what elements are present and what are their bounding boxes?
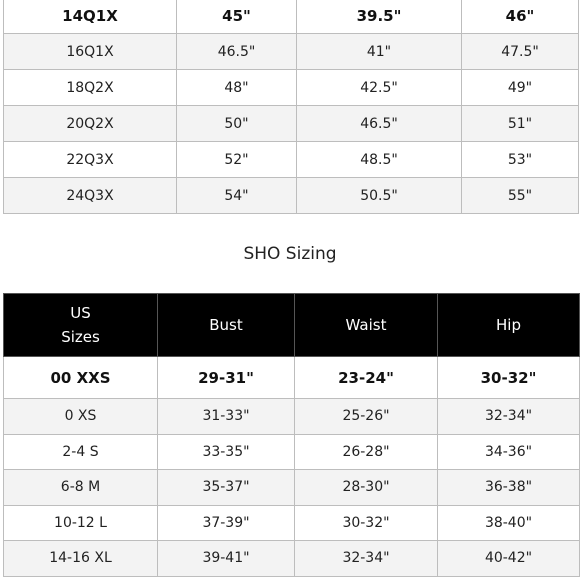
bust-cell: 39-41" [158,541,295,577]
size-cell: 18Q2X [4,70,177,106]
hip-cell: 46" [462,0,579,34]
size-cell: 2-4 S [4,434,158,470]
bust-cell: 45" [177,0,297,34]
hip-cell: 36-38" [438,470,580,506]
size-cell: 10-12 L [4,505,158,541]
waist-cell: 39.5" [297,0,462,34]
waist-cell: 41" [297,34,462,70]
hip-cell: 40-42" [438,541,580,577]
hip-cell: 55" [462,178,579,214]
table-row [4,399,580,435]
waist-cell: 42.5" [297,70,462,106]
table-row [4,106,579,142]
bust-cell: 46.5" [177,34,297,70]
column-header-bust: Bust [158,294,295,357]
bust-cell: 52" [177,142,297,178]
header-row [4,294,580,357]
header-line: US [70,304,91,322]
waist-cell: 25-26" [295,399,438,435]
bust-cell: 29-31" [158,357,295,399]
table-row [4,505,580,541]
bust-cell: 31-33" [158,399,295,435]
size-cell: 16Q1X [4,34,177,70]
column-header-hip: Hip [438,294,580,357]
bust-cell: 48" [177,70,297,106]
column-header-waist: Waist [295,294,438,357]
size-cell: 22Q3X [4,142,177,178]
size-cell: 20Q2X [4,106,177,142]
bust-cell: 37-39" [158,505,295,541]
waist-cell: 23-24" [295,357,438,399]
table-row [4,541,580,577]
table-row [4,357,580,399]
size-cell: 6-8 M [4,470,158,506]
waist-cell: 46.5" [297,106,462,142]
hip-cell: 53" [462,142,579,178]
table-row [4,142,579,178]
waist-cell: 30-32" [295,505,438,541]
table-row [4,470,580,506]
header-line: Sizes [61,328,100,346]
size-cell: 0 XS [4,399,158,435]
size-cell: 14-16 XL [4,541,158,577]
size-cell: 24Q3X [4,178,177,214]
waist-cell: 26-28" [295,434,438,470]
size-cell: 14Q1X [4,0,177,34]
column-header-us-sizes [4,294,158,357]
table-row [4,70,579,106]
plus-size-table [3,0,579,214]
hip-cell: 32-34" [438,399,580,435]
hip-cell: 38-40" [438,505,580,541]
waist-cell: 48.5" [297,142,462,178]
bust-cell: 33-35" [158,434,295,470]
hip-cell: 34-36" [438,434,580,470]
waist-cell: 50.5" [297,178,462,214]
hip-cell: 49" [462,70,579,106]
sho-size-table [3,293,580,577]
bust-cell: 54" [177,178,297,214]
hip-cell: 30-32" [438,357,580,399]
section-title: SHO Sizing [243,244,337,264]
table-row [4,434,580,470]
hip-cell: 51" [462,106,579,142]
bust-cell: 50" [177,106,297,142]
hip-cell: 47.5" [462,34,579,70]
bust-cell: 35-37" [158,470,295,506]
waist-cell: 28-30" [295,470,438,506]
table-row [4,34,579,70]
waist-cell: 32-34" [295,541,438,577]
size-cell: 00 XXS [4,357,158,399]
table-row [4,0,579,34]
table-row [4,178,579,214]
